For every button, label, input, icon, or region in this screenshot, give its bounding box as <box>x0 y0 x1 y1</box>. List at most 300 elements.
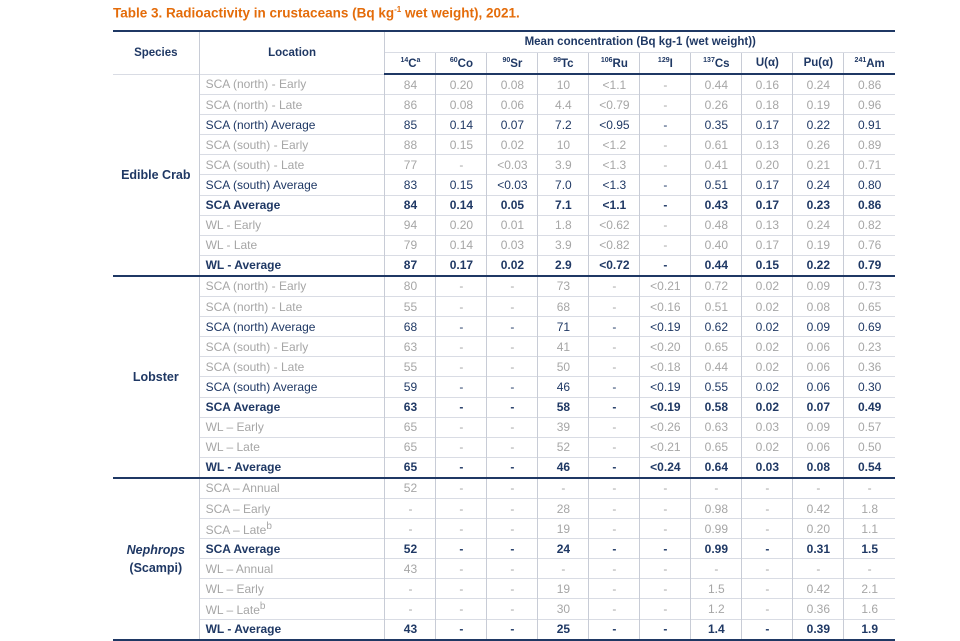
value-cell: - <box>691 559 742 579</box>
value-cell: 3.9 <box>538 155 589 175</box>
table-row <box>113 377 895 397</box>
value-cell: 63 <box>385 397 436 417</box>
value-cell: 55 <box>385 357 436 377</box>
table-row <box>113 155 895 175</box>
value-cell: - <box>640 235 691 255</box>
value-cell: 0.02 <box>742 276 793 297</box>
value-cell: 3.9 <box>538 235 589 255</box>
value-cell: - <box>436 619 487 640</box>
value-cell: 65 <box>385 417 436 437</box>
value-cell: 65 <box>385 457 436 478</box>
value-cell: 46 <box>538 457 589 478</box>
value-cell: - <box>640 559 691 579</box>
location-cell: SCA Average <box>199 195 385 215</box>
value-cell: 0.30 <box>844 377 895 397</box>
value-cell: 0.02 <box>487 255 538 276</box>
value-cell: 0.23 <box>844 337 895 357</box>
value-cell: - <box>640 135 691 155</box>
value-cell: <1.3 <box>589 155 640 175</box>
location-cell: SCA – Late$^b$ <box>199 519 385 539</box>
value-cell: - <box>742 519 793 539</box>
value-cell: - <box>487 337 538 357</box>
value-cell: 79 <box>385 235 436 255</box>
value-cell: - <box>589 417 640 437</box>
value-cell: 0.26 <box>793 135 844 155</box>
value-cell: 0.01 <box>487 215 538 235</box>
value-cell: 39 <box>538 417 589 437</box>
value-cell: 0.39 <box>793 619 844 640</box>
value-cell: 63 <box>385 337 436 357</box>
value-cell: - <box>487 559 538 579</box>
value-cell: - <box>487 377 538 397</box>
table-row <box>113 175 895 195</box>
value-cell: 52 <box>385 539 436 559</box>
value-cell: 83 <box>385 175 436 195</box>
value-cell: - <box>589 397 640 417</box>
value-cell: - <box>742 478 793 499</box>
value-cell: 55 <box>385 297 436 317</box>
value-cell: - <box>487 457 538 478</box>
value-cell: 73 <box>538 276 589 297</box>
value-cell: - <box>589 539 640 559</box>
value-cell: 43 <box>385 619 436 640</box>
table-row <box>113 74 895 95</box>
value-cell: - <box>640 175 691 195</box>
location-header: Location <box>199 31 385 74</box>
value-cell: 0.26 <box>691 95 742 115</box>
table-row <box>113 417 895 437</box>
value-cell: - <box>487 619 538 640</box>
value-cell: 0.96 <box>844 95 895 115</box>
value-cell: 0.54 <box>844 457 895 478</box>
value-cell: 0.02 <box>742 297 793 317</box>
value-cell: 0.76 <box>844 235 895 255</box>
value-cell: 0.02 <box>742 397 793 417</box>
value-cell: - <box>436 357 487 377</box>
value-cell: - <box>436 317 487 337</box>
value-cell: - <box>742 498 793 518</box>
location-cell: SCA (south) - Late <box>199 155 385 175</box>
value-cell: - <box>640 539 691 559</box>
isotope-header: $^{129}$I <box>640 53 691 75</box>
value-cell: - <box>742 619 793 640</box>
location-cell: SCA (north) - Late <box>199 297 385 317</box>
table-row <box>113 478 895 499</box>
value-cell: - <box>487 599 538 619</box>
value-cell: 0.64 <box>691 457 742 478</box>
value-cell: - <box>436 478 487 499</box>
location-cell: WL - Early <box>199 215 385 235</box>
value-cell: 0.09 <box>793 317 844 337</box>
value-cell: 1.2 <box>691 599 742 619</box>
value-cell: - <box>589 599 640 619</box>
table-row <box>113 437 895 457</box>
isotope-header: $^{14}C^a$ <box>385 53 436 75</box>
value-cell: 59 <box>385 377 436 397</box>
value-cell: 1.5 <box>844 539 895 559</box>
location-cell: WL – Annual <box>199 559 385 579</box>
value-cell: 0.07 <box>793 397 844 417</box>
location-cell: SCA (north) - Late <box>199 95 385 115</box>
value-cell: - <box>487 498 538 518</box>
isotope-header: $^{99}$Tc <box>538 53 589 75</box>
value-cell: 0.99 <box>691 539 742 559</box>
value-cell: - <box>793 478 844 499</box>
value-cell: 0.06 <box>487 95 538 115</box>
isotope-header: $^{90}$Sr <box>487 53 538 75</box>
value-cell: 0.03 <box>742 417 793 437</box>
value-cell: - <box>589 478 640 499</box>
value-cell: 0.08 <box>793 297 844 317</box>
value-cell: - <box>385 579 436 599</box>
value-cell: 2.1 <box>844 579 895 599</box>
table-row <box>113 519 895 539</box>
value-cell: 0.86 <box>844 74 895 95</box>
value-cell: 0.06 <box>793 357 844 377</box>
table-row <box>113 276 895 297</box>
isotope-header: $^{106}$Ru <box>589 53 640 75</box>
value-cell: 25 <box>538 619 589 640</box>
value-cell: - <box>436 519 487 539</box>
value-cell: 43 <box>385 559 436 579</box>
value-cell: 68 <box>385 317 436 337</box>
value-cell: <0.03 <box>487 155 538 175</box>
table-row <box>113 215 895 235</box>
value-cell: - <box>742 579 793 599</box>
value-cell: <0.18 <box>640 357 691 377</box>
isotope-header: Pu(α) <box>793 53 844 75</box>
table-row <box>113 235 895 255</box>
value-cell: - <box>436 276 487 297</box>
value-cell: 0.06 <box>793 337 844 357</box>
value-cell: 0.06 <box>793 377 844 397</box>
value-cell: - <box>538 478 589 499</box>
value-cell: <0.21 <box>640 437 691 457</box>
value-cell: <1.3 <box>589 175 640 195</box>
value-cell: 4.4 <box>538 95 589 115</box>
value-cell: 0.24 <box>793 215 844 235</box>
value-cell: 0.42 <box>793 579 844 599</box>
value-cell: 0.20 <box>436 215 487 235</box>
location-cell: WL – Late <box>199 437 385 457</box>
value-cell: 0.20 <box>742 155 793 175</box>
value-cell: 0.16 <box>742 74 793 95</box>
value-cell: - <box>487 539 538 559</box>
value-cell: 0.44 <box>691 74 742 95</box>
value-cell: 19 <box>538 579 589 599</box>
value-cell: 0.31 <box>793 539 844 559</box>
value-cell: - <box>640 619 691 640</box>
value-cell: - <box>487 519 538 539</box>
value-cell: 1.1 <box>844 519 895 539</box>
value-cell: 0.15 <box>742 255 793 276</box>
value-cell: - <box>589 337 640 357</box>
value-cell: - <box>589 457 640 478</box>
value-cell: - <box>589 579 640 599</box>
value-cell: - <box>640 498 691 518</box>
value-cell: - <box>487 417 538 437</box>
location-cell: WL - Average <box>199 619 385 640</box>
value-cell: 0.51 <box>691 297 742 317</box>
location-cell: SCA (south) - Early <box>199 337 385 357</box>
value-cell: - <box>742 539 793 559</box>
value-cell: 87 <box>385 255 436 276</box>
value-cell: - <box>487 579 538 599</box>
value-cell: 7.0 <box>538 175 589 195</box>
location-cell: SCA (north) Average <box>199 115 385 135</box>
value-cell: - <box>589 559 640 579</box>
value-cell: <0.62 <box>589 215 640 235</box>
value-cell: 0.41 <box>691 155 742 175</box>
value-cell: - <box>589 619 640 640</box>
table-row <box>113 457 895 478</box>
value-cell: - <box>640 195 691 215</box>
value-cell: 0.20 <box>436 74 487 95</box>
table-row <box>113 619 895 640</box>
value-cell: <0.21 <box>640 276 691 297</box>
mean-concentration-header: Mean concentration (Bq kg-1 (wet weight)) <box>385 31 895 53</box>
value-cell: 0.58 <box>691 397 742 417</box>
table-row <box>113 95 895 115</box>
table-row <box>113 337 895 357</box>
value-cell: 1.9 <box>844 619 895 640</box>
value-cell: - <box>436 457 487 478</box>
value-cell: 94 <box>385 215 436 235</box>
value-cell: - <box>436 397 487 417</box>
value-cell: 0.02 <box>742 337 793 357</box>
value-cell: 0.44 <box>691 357 742 377</box>
value-cell: 0.20 <box>793 519 844 539</box>
location-cell: WL – Early <box>199 417 385 437</box>
value-cell: 0.02 <box>487 135 538 155</box>
value-cell: 0.22 <box>793 255 844 276</box>
value-cell: <0.72 <box>589 255 640 276</box>
value-cell: 0.73 <box>844 276 895 297</box>
value-cell: - <box>742 599 793 619</box>
value-cell: 58 <box>538 397 589 417</box>
value-cell: 0.22 <box>793 115 844 135</box>
species-header: Species <box>113 31 199 74</box>
value-cell: - <box>436 599 487 619</box>
value-cell: 0.17 <box>436 255 487 276</box>
location-cell: SCA (north) - Early <box>199 276 385 297</box>
location-cell: SCA (south) Average <box>199 175 385 195</box>
value-cell: 0.49 <box>844 397 895 417</box>
table-row <box>113 357 895 377</box>
table-row <box>113 579 895 599</box>
location-cell: SCA (south) - Late <box>199 357 385 377</box>
value-cell: 0.82 <box>844 215 895 235</box>
value-cell: - <box>691 478 742 499</box>
value-cell: - <box>436 155 487 175</box>
value-cell: - <box>640 215 691 235</box>
value-cell: <1.1 <box>589 195 640 215</box>
value-cell: 1.8 <box>538 215 589 235</box>
value-cell: 0.62 <box>691 317 742 337</box>
value-cell: 0.17 <box>742 115 793 135</box>
radioactivity-table <box>113 30 895 641</box>
value-cell: 0.71 <box>844 155 895 175</box>
location-cell: WL - Average <box>199 457 385 478</box>
value-cell: 0.03 <box>742 457 793 478</box>
species-cell: Lobster <box>113 276 199 478</box>
value-cell: - <box>385 519 436 539</box>
value-cell: - <box>436 377 487 397</box>
table-row <box>113 397 895 417</box>
value-cell: <0.19 <box>640 377 691 397</box>
table-row <box>113 498 895 518</box>
value-cell: - <box>589 357 640 377</box>
value-cell: 0.61 <box>691 135 742 155</box>
value-cell: - <box>640 74 691 95</box>
table-row <box>113 297 895 317</box>
value-cell: - <box>640 599 691 619</box>
value-cell: - <box>640 519 691 539</box>
value-cell: <1.1 <box>589 74 640 95</box>
species-cell: Edible Crab <box>113 74 199 276</box>
value-cell: 0.21 <box>793 155 844 175</box>
value-cell: - <box>487 357 538 377</box>
value-cell: 0.17 <box>742 175 793 195</box>
value-cell: 0.89 <box>844 135 895 155</box>
value-cell: - <box>742 559 793 579</box>
value-cell: - <box>589 498 640 518</box>
location-cell: SCA (north) Average <box>199 317 385 337</box>
value-cell: - <box>640 155 691 175</box>
isotope-header: $^{60}$Co <box>436 53 487 75</box>
value-cell: 0.65 <box>844 297 895 317</box>
value-cell: <0.82 <box>589 235 640 255</box>
value-cell: - <box>538 559 589 579</box>
table-row <box>113 539 895 559</box>
value-cell: 0.80 <box>844 175 895 195</box>
value-cell: 0.14 <box>436 195 487 215</box>
location-cell: WL – Early <box>199 579 385 599</box>
value-cell: 0.15 <box>436 135 487 155</box>
value-cell: <0.16 <box>640 297 691 317</box>
value-cell: 10 <box>538 74 589 95</box>
value-cell: - <box>844 478 895 499</box>
value-cell: 0.08 <box>487 74 538 95</box>
value-cell: - <box>436 559 487 579</box>
value-cell: 0.86 <box>844 195 895 215</box>
location-cell: WL - Late <box>199 235 385 255</box>
value-cell: <0.95 <box>589 115 640 135</box>
value-cell: 77 <box>385 155 436 175</box>
value-cell: 0.07 <box>487 115 538 135</box>
value-cell: 41 <box>538 337 589 357</box>
value-cell: 85 <box>385 115 436 135</box>
value-cell: 80 <box>385 276 436 297</box>
value-cell: <0.19 <box>640 317 691 337</box>
value-cell: <0.26 <box>640 417 691 437</box>
value-cell: 1.6 <box>844 599 895 619</box>
value-cell: <0.19 <box>640 397 691 417</box>
value-cell: <0.79 <box>589 95 640 115</box>
value-cell: 0.72 <box>691 276 742 297</box>
value-cell: 46 <box>538 377 589 397</box>
value-cell: - <box>487 437 538 457</box>
value-cell: - <box>589 297 640 317</box>
value-cell: 0.43 <box>691 195 742 215</box>
value-cell: 0.02 <box>742 317 793 337</box>
value-cell: 0.65 <box>691 337 742 357</box>
value-cell: - <box>589 377 640 397</box>
value-cell: 0.51 <box>691 175 742 195</box>
value-cell: <0.24 <box>640 457 691 478</box>
location-cell: SCA – Early <box>199 498 385 518</box>
value-cell: 0.65 <box>691 437 742 457</box>
table-row <box>113 317 895 337</box>
value-cell: 0.14 <box>436 115 487 135</box>
table-row <box>113 559 895 579</box>
value-cell: 0.50 <box>844 437 895 457</box>
value-cell: - <box>640 255 691 276</box>
location-cell: WL - Average <box>199 255 385 276</box>
value-cell: 0.18 <box>742 95 793 115</box>
value-cell: 0.05 <box>487 195 538 215</box>
location-cell: WL – Late$^b$ <box>199 599 385 619</box>
value-cell: 0.48 <box>691 215 742 235</box>
value-cell: - <box>436 337 487 357</box>
value-cell: - <box>640 95 691 115</box>
value-cell: <1.2 <box>589 135 640 155</box>
table-row <box>113 115 895 135</box>
value-cell: - <box>487 317 538 337</box>
location-cell: SCA (north) - Early <box>199 74 385 95</box>
value-cell: - <box>589 276 640 297</box>
value-cell: 0.69 <box>844 317 895 337</box>
value-cell: <0.20 <box>640 337 691 357</box>
value-cell: 52 <box>385 478 436 499</box>
value-cell: 1.4 <box>691 619 742 640</box>
value-cell: <0.03 <box>487 175 538 195</box>
location-cell: SCA Average <box>199 539 385 559</box>
value-cell: 0.14 <box>436 235 487 255</box>
value-cell: 84 <box>385 74 436 95</box>
value-cell: 10 <box>538 135 589 155</box>
value-cell: 0.98 <box>691 498 742 518</box>
value-cell: 0.13 <box>742 135 793 155</box>
value-cell: - <box>487 297 538 317</box>
value-cell: - <box>640 115 691 135</box>
value-cell: 0.63 <box>691 417 742 437</box>
species-cell: Nephrops (Scampi) <box>113 478 199 640</box>
value-cell: - <box>436 498 487 518</box>
value-cell: 0.55 <box>691 377 742 397</box>
value-cell: 0.44 <box>691 255 742 276</box>
value-cell: 52 <box>538 437 589 457</box>
table-row <box>113 255 895 276</box>
value-cell: - <box>436 579 487 599</box>
value-cell: 0.35 <box>691 115 742 135</box>
value-cell: - <box>436 297 487 317</box>
value-cell: - <box>436 539 487 559</box>
value-cell: 0.08 <box>436 95 487 115</box>
value-cell: 7.2 <box>538 115 589 135</box>
value-cell: 0.19 <box>793 95 844 115</box>
value-cell: 0.99 <box>691 519 742 539</box>
location-cell: SCA (south) Average <box>199 377 385 397</box>
value-cell: 50 <box>538 357 589 377</box>
value-cell: 19 <box>538 519 589 539</box>
value-cell: 88 <box>385 135 436 155</box>
value-cell: 0.17 <box>742 235 793 255</box>
value-cell: 0.79 <box>844 255 895 276</box>
table-row <box>113 195 895 215</box>
value-cell: 0.02 <box>742 437 793 457</box>
isotope-header: U(α) <box>742 53 793 75</box>
